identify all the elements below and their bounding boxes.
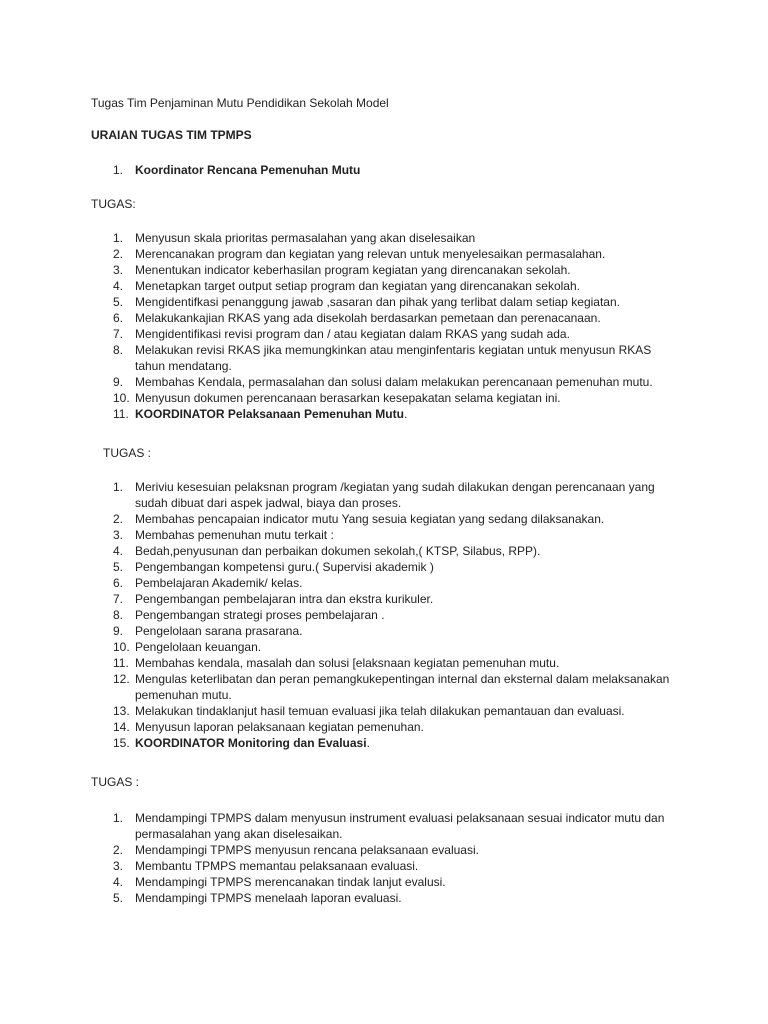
- list-item-number: 9.: [113, 375, 124, 389]
- list-item: [91, 735, 675, 751]
- list-item: [91, 671, 675, 703]
- tugas-label-3: TUGAS :: [91, 775, 140, 789]
- list-item: [91, 874, 675, 890]
- list-item: [91, 842, 675, 858]
- list-item-number: 10.: [113, 640, 130, 654]
- list-item: [91, 607, 675, 623]
- list-item: [91, 246, 675, 262]
- list-item-number: 1.: [113, 811, 124, 825]
- list-item: [91, 591, 675, 607]
- list-item: [91, 374, 675, 390]
- list-item-text: Pengelolaan sarana prasarana.: [135, 624, 303, 638]
- list-item-text: Menyusun laporan pelaksanaan kegiatan pemenuhan.: [135, 720, 424, 734]
- list-item-number: 3.: [113, 859, 124, 873]
- list-item-number: 10.: [113, 391, 130, 405]
- list-item-number: 13.: [113, 704, 130, 718]
- list-item: [91, 623, 675, 639]
- list-item-number: 4.: [113, 875, 124, 889]
- list-item-number: 2.: [113, 247, 124, 261]
- list-item-text: Pengembangan kompetensi guru.( Supervisi akademik ): [135, 560, 434, 574]
- list-item: [91, 719, 675, 735]
- task-list-1: [91, 230, 675, 422]
- list-item-number: 11.: [113, 407, 129, 421]
- list-item-number: 8.: [113, 608, 124, 622]
- list-item-number: 2.: [113, 843, 124, 857]
- list-item-number: 1.: [113, 480, 124, 494]
- list-item: [91, 230, 675, 246]
- list-item-text: Membahas pemenuhan mutu terkait :: [135, 528, 334, 542]
- list-item-text: Membahas kendala, masalah dan solusi [elaksnaan kegiatan pemenuhan mutu.: [135, 656, 560, 670]
- list-item: [91, 310, 675, 326]
- list-item-text: Bedah,penyusunan dan perbaikan dokumen sekolah,( KTSP, Silabus, RPP).: [135, 544, 541, 558]
- task-list-2: [91, 479, 675, 751]
- list-item-text: Menyusun skala prioritas permasalahan yang akan diselesaikan: [135, 231, 476, 245]
- list-item: [91, 342, 675, 374]
- list-item-text: Meriviu kesesuian pelaksnan program /kegiatan yang sudah dilakukan dengan perencanaan yang sudah dibuat dari aspek jadwal, biaya dan proses.: [135, 480, 655, 510]
- list-item-number: 7.: [113, 592, 124, 606]
- list-item: [91, 294, 675, 310]
- list-item-number: 6.: [113, 311, 124, 325]
- list-item: [91, 527, 675, 543]
- list-item: [91, 655, 675, 671]
- list-item-number: 1.: [113, 231, 124, 245]
- document-heading: URAIAN TUGAS TIM TPMPS: [91, 128, 252, 142]
- list-item-number: 3.: [113, 263, 124, 277]
- list-item-text: Membahas Kendala, permasalahan dan solusi dalam melakukan perencanaan pemenuhan mutu.: [135, 375, 653, 389]
- list-item-number: 3.: [113, 528, 124, 542]
- list-item-number: 7.: [113, 327, 124, 341]
- list-item: [91, 703, 675, 719]
- list-item: [91, 326, 675, 342]
- list-item-text: Menentukan indicator keberhasilan program kegiatan yang direncanakan sekolah.: [135, 263, 571, 277]
- list-item: [91, 278, 675, 294]
- task-list-3: [91, 810, 675, 906]
- list-item: [91, 479, 675, 511]
- tugas-label-1: TUGAS:: [91, 197, 136, 211]
- list-item: [91, 810, 675, 842]
- list-item: [91, 559, 675, 575]
- list-item: [91, 858, 675, 874]
- list-item: [91, 890, 675, 906]
- list-item-text: Membantu TPMPS memantau pelaksanaan evaluasi.: [135, 859, 419, 873]
- list-item-text: Mendampingi TPMPS menelaah laporan evaluasi.: [135, 891, 402, 905]
- list-item-text: Mendampingi TPMPS dalam menyusun instrument evaluasi pelaksanaan sesuai indicator mutu dan permasalahan yang akan diselesaikan.: [135, 811, 665, 841]
- list-item-text: Pengembangan strategi proses pembelajaran .: [135, 608, 385, 622]
- list-item-number: 9.: [113, 624, 124, 638]
- list-item-number: 11.: [113, 656, 129, 670]
- list-item: [91, 639, 675, 655]
- list-item-number: 8.: [113, 343, 124, 357]
- list-item-number: 15.: [113, 736, 130, 750]
- list-item-number: 5.: [113, 560, 124, 574]
- list-item-number: 6.: [113, 576, 124, 590]
- list-item-text: Melakukan revisi RKAS jika memungkinkan atau menginfentaris kegiatan untuk menyusun RKAS tahun mendatang.: [135, 343, 652, 373]
- list-item-text: Pembelajaran Akademik/ kelas.: [135, 576, 303, 590]
- list-item-text: Melakukankajian RKAS yang ada disekolah berdasarkan pemetaan dan perenacanaan.: [135, 311, 601, 325]
- list-item-number: 4.: [113, 279, 124, 293]
- list-item-text: KOORDINATOR Pelaksanaan Pemenuhan Mutu.: [135, 407, 408, 421]
- list-item: [91, 390, 675, 406]
- list-item: [91, 406, 675, 422]
- list-item: [91, 543, 675, 559]
- list-item-text: Menyusun dokumen perencanaan berasarkan kesepakatan selama kegiatan ini.: [135, 391, 561, 405]
- list-item: [91, 575, 675, 591]
- list-item-text: Mengulas keterlibatan dan peran pemangkukepentingan internal dan eksternal dalam melaksanakan pemenuhan mutu.: [135, 672, 670, 702]
- list-item: [91, 262, 675, 278]
- list-item-text: Melakukan tindaklanjut hasil temuan evaluasi jika telah dilakukan pemantauan dan evaluasi.: [135, 704, 625, 718]
- list-item-text: Mengidentifikasi revisi program dan / atau kegiatan dalam RKAS yang sudah ada.: [135, 327, 570, 341]
- section-1-number: 1.: [113, 163, 124, 177]
- list-item-text: Menetapkan target output setiap program dan kegiatan yang direncanakan sekolah.: [135, 279, 580, 293]
- document-title: Tugas Tim Penjaminan Mutu Pendidikan Sekolah Model: [91, 96, 389, 110]
- list-item-text: KOORDINATOR Monitoring dan Evaluasi.: [135, 736, 370, 750]
- list-item-text: Membahas pencapaian indicator mutu Yang sesuia kegiatan yang sedang dilaksanakan.: [135, 512, 605, 526]
- list-item-number: 2.: [113, 512, 124, 526]
- list-item-text: Pengembangan pembelajaran intra dan ekstra kurikuler.: [135, 592, 434, 606]
- list-item-number: 4.: [113, 544, 124, 558]
- tugas-label-2: TUGAS :: [103, 446, 152, 460]
- list-item-text: Mengidentifkasi penanggung jawab ,sasaran dan pihak yang terlibat dalam setiap kegiatan.: [135, 295, 620, 309]
- list-item: [91, 511, 675, 527]
- list-item-text: Mendampingi TPMPS merencanakan tindak lanjut evalusi.: [135, 875, 446, 889]
- list-item-number: 12.: [113, 672, 130, 686]
- list-item-number: 14.: [113, 720, 130, 734]
- list-item-text: Pengelolaan keuangan.: [135, 640, 262, 654]
- list-item-number: 5.: [113, 891, 124, 905]
- list-item-text: Mendampingi TPMPS menyusun rencana pelaksanaan evaluasi.: [135, 843, 479, 857]
- list-item-text: Merencanakan program dan kegiatan yang relevan untuk menyelesaikan permasalahan.: [135, 247, 606, 261]
- list-item-number: 5.: [113, 295, 124, 309]
- section-1-title: Koordinator Rencana Pemenuhan Mutu: [135, 163, 361, 177]
